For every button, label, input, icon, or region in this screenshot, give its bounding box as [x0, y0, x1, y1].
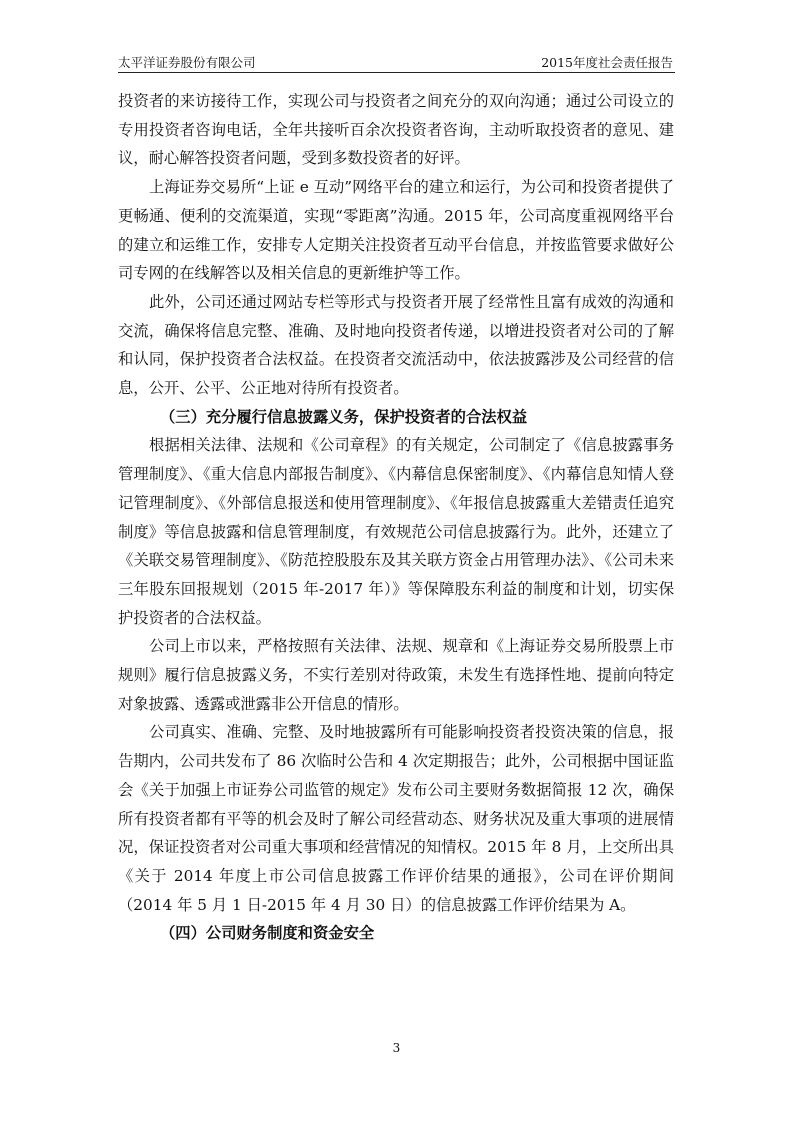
paragraph-disclosure-obligation: 公司上市以来，严格按照有关法律、法规、规章和《上海证券交易所股票上市规则》履行信息披露义务，不实行差别对待政策，未发生有选择性地、提前向特定对象披露、透露或泄露非公开信息的情形。 — [118, 637, 674, 713]
paragraph-disclosure-performance: 公司真实、准确、完整、及时地披露所有可能影响投资者投资决策的信息，报告期内，公司共发布了 86 次临时公告和 4 次定期报告；此外，公司根据中国证监会《关于加强上市证券公司监管的规定》发布公司主要财务数据简报 12 次，确保所有投资者都有平等的机会及时了解公司经营动态、财务状况及重大事项的进展情况，保证投资者对公司重大事项和经营情况的知情权。2015 年 8 月，上交所出具《关于 2014 年度上市公司信息披露工作评价结果的通报》，公司在评价期间（2014 年 5 月 1 日-2015 年 4 月 30 日）的信息披露工作评价结果为 A。 — [118, 723, 674, 914]
header-report-title: 2015年度社会责任报告 — [541, 55, 673, 70]
page-body — [118, 87, 674, 948]
section-heading-disclosure: （三）充分履行信息披露义务，保护投资者的合法权益 — [160, 407, 528, 426]
page-number: 3 — [392, 1041, 401, 1055]
paragraph-disclosure-rules: 根据相关法律、法规和《公司章程》的有关规定，公司制定了《信息披露事务管理制度》、《重大信息内部报告制度》、《内幕信息保密制度》、《内幕信息知情人登记管理制度》、《外部信息报送和使用管理制度》、《年报信息披露重大差错责任追究制度》等信息披露和信息管理制度，有效规范公司信息披露行为。此外，还建立了《关联交易管理制度》、《防范控股股东及其关联方资金占用管理办法》、《公司未来三年股东回报规划（2015 年-2017 年）》等保障股东利益的制度和计划，切实保护投资者的合法权益。 — [118, 436, 674, 627]
header-company: 太平洋证券股份有限公司 — [118, 55, 256, 70]
paragraph-investor-reception: 投资者的来访接待工作，实现公司与投资者之间充分的双向沟通；通过公司设立的专用投资者咨询电话，全年共接听百余次投资者咨询，主动听取投资者的意见、建议，耐心解答投资者问题，受到多数投资者的好评。 — [118, 92, 674, 168]
paragraph-website-communication: 此外，公司还通过网站专栏等形式与投资者开展了经常性且富有成效的沟通和交流，确保将信息完整、准确、及时地向投资者传递，以增进投资者对公司的了解和认同，保护投资者合法权益。在投资者交流活动中，依法披露涉及公司经营的信息，公开、公平、公正地对待所有投资者。 — [118, 292, 674, 398]
section-heading-finance: （四）公司财务制度和资金安全 — [160, 924, 375, 943]
paragraph-e-interaction-platform: 上海证券交易所“上证 e 互动”网络平台的建立和运行，为公司和投资者提供了更畅通、便利的交流渠道，实现“零距离”沟通。2015 年，公司高度重视网络平台的建立和运维工作，安排专人定期关注投资者互动平台信息，并按监管要求做好公司专网的在线解答以及相关信息的更新维护等工作。 — [118, 178, 674, 283]
header-divider — [118, 72, 675, 73]
